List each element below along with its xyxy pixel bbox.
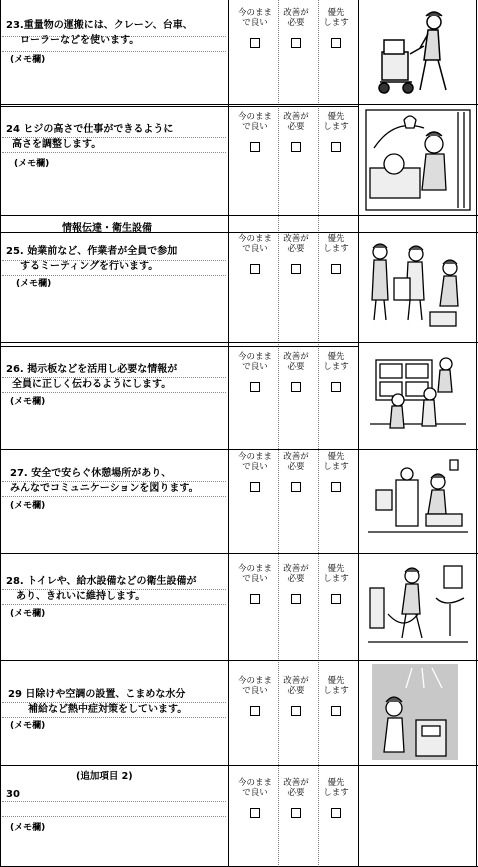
row-divider (0, 346, 358, 347)
option-label: 改善が 必要 (283, 8, 309, 28)
item-text-23 (6, 18, 228, 48)
checkbox-keep-item-26[interactable] (250, 382, 260, 392)
checkbox-priority-item-24[interactable] (331, 142, 341, 152)
item-text-29 (6, 687, 228, 717)
option-label: 今のまま で良い (237, 676, 272, 696)
checkbox-priority-item-29[interactable] (331, 706, 341, 716)
checkbox-improve-item-27[interactable] (291, 482, 301, 492)
checkbox-priority-item-30[interactable] (331, 808, 341, 818)
worker-pushing-cart-illustration (372, 4, 468, 100)
additional-item-title: (追加項目 2) (76, 771, 133, 782)
column-divider (228, 0, 229, 867)
item-line: 29 日除けや空調の設置、こまめな水分 (8, 689, 186, 700)
item-text-30 (6, 787, 228, 802)
memo-label: (メモ欄) (10, 501, 46, 511)
item-line: あり、きれいに維持します。 (16, 591, 146, 602)
item-text-26 (6, 362, 228, 392)
row-divider (0, 765, 478, 766)
memo-label: (メモ欄) (10, 397, 46, 407)
memo-label: (メモ欄) (10, 721, 46, 731)
checkbox-keep-item-23[interactable] (250, 38, 260, 48)
checkbox-priority-item-25[interactable] (331, 264, 341, 274)
row-divider (0, 449, 478, 450)
item-line: 30 (6, 789, 20, 800)
option-label: 今のまま で良い (237, 112, 272, 132)
option-label: 改善が 必要 (283, 452, 309, 472)
item-line: するミーティングを行います。 (20, 261, 159, 272)
option-label: 今のまま で良い (237, 452, 272, 472)
checkbox-keep-item-24[interactable] (250, 142, 260, 152)
memo-label: (メモ欄) (10, 823, 46, 833)
option-label: 優先 します (323, 352, 349, 372)
heat-stroke-prevention-illustration (372, 664, 458, 760)
row-divider (0, 553, 478, 554)
memo-label: (メモ欄) (14, 159, 50, 169)
memo-label: (メモ欄) (10, 609, 46, 619)
checkbox-keep-item-30[interactable] (250, 808, 260, 818)
item-line: 高さを調整します。 (12, 139, 102, 150)
item-line: 25. 始業前など、作業者が全員で参加 (6, 246, 178, 257)
team-meeting-illustration (366, 238, 470, 338)
option-label: 優先 します (323, 452, 349, 472)
item-line: 補給など熱中症対策をしています。 (28, 704, 188, 715)
checkbox-improve-item-25[interactable] (291, 264, 301, 274)
option-label: 改善が 必要 (283, 778, 309, 798)
checkbox-keep-item-27[interactable] (250, 482, 260, 492)
item-line: 23.重量物の運搬には、クレーン、台車、 (6, 20, 193, 31)
checkbox-keep-item-28[interactable] (250, 594, 260, 604)
item-line: みんなでコミュニケーションを図ります。 (10, 483, 199, 494)
option-label: 改善が 必要 (283, 112, 309, 132)
row-divider (0, 104, 478, 105)
item-line: 27. 安全で安らぐ休憩場所があり、 (10, 468, 172, 479)
option-label: 今のまま で良い (237, 352, 272, 372)
checkbox-priority-item-26[interactable] (331, 382, 341, 392)
option-label: 今のまま で良い (237, 234, 272, 254)
checkbox-improve-item-30[interactable] (291, 808, 301, 818)
option-label: 改善が 必要 (283, 676, 309, 696)
option-label: 改善が 必要 (283, 564, 309, 584)
option-label: 優先 します (323, 8, 349, 28)
item-text-27 (6, 466, 228, 496)
option-label: 改善が 必要 (283, 234, 309, 254)
checkbox-improve-item-24[interactable] (291, 142, 301, 152)
option-label: 今のまま で良い (237, 564, 272, 584)
option-label: 改善が 必要 (283, 352, 309, 372)
row-divider (0, 215, 478, 216)
rest-area-illustration (366, 452, 470, 550)
item-line: ローラーなどを使います。 (20, 35, 140, 46)
column-divider (358, 0, 359, 867)
option-label: 優先 します (323, 234, 349, 254)
item-line: 24 ヒジの高さで仕事ができるように (6, 124, 174, 135)
checkbox-keep-item-25[interactable] (250, 264, 260, 274)
column-divider (476, 0, 477, 867)
bulletin-board-illustration (368, 350, 468, 442)
item-line: 26. 掲示板などを活用し必要な情報が (6, 364, 178, 375)
checkbox-priority-item-23[interactable] (331, 38, 341, 48)
worker-at-machine-illustration (364, 108, 472, 212)
item-line: 全員に正しく伝わるようにします。 (12, 379, 172, 390)
row-divider (0, 342, 478, 343)
option-label: 優先 します (323, 676, 349, 696)
toilet-sink-illustration (366, 558, 470, 656)
option-label: 優先 します (323, 778, 349, 798)
column-divider (0, 0, 1, 867)
section-title: 情報伝達・衛生設備 (62, 223, 152, 234)
checkbox-improve-item-23[interactable] (291, 38, 301, 48)
memo-label: (メモ欄) (10, 55, 46, 65)
checkbox-improve-item-28[interactable] (291, 594, 301, 604)
checkbox-keep-item-29[interactable] (250, 706, 260, 716)
option-label: 優先 します (323, 112, 349, 132)
checkbox-priority-item-28[interactable] (331, 594, 341, 604)
checkbox-improve-item-29[interactable] (291, 706, 301, 716)
row-divider (0, 660, 478, 661)
item-text-24 (6, 122, 228, 152)
option-label: 今のまま で良い (237, 8, 272, 28)
item-text-25 (6, 244, 228, 274)
item-text-28 (6, 574, 228, 604)
option-label: 今のまま で良い (237, 778, 272, 798)
option-label: 優先 します (323, 564, 349, 584)
item-line: 28. トイレや、給水設備などの衛生設備が (6, 576, 197, 587)
checkbox-improve-item-26[interactable] (291, 382, 301, 392)
memo-label: (メモ欄) (16, 279, 52, 289)
checkbox-priority-item-27[interactable] (331, 482, 341, 492)
row-divider (0, 106, 358, 107)
